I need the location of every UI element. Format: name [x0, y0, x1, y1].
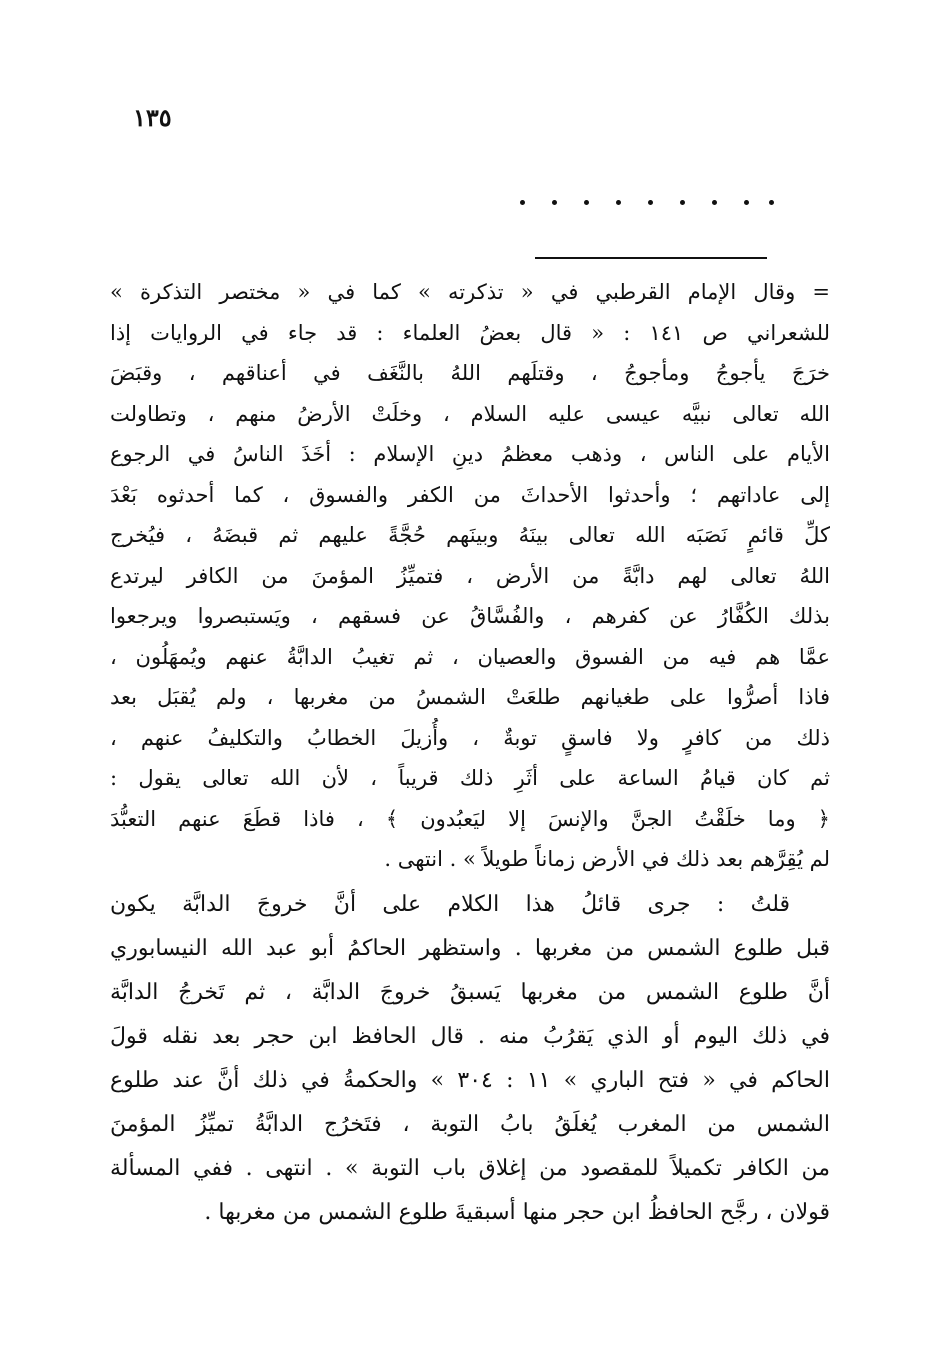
body-line: الشمس من المغرب يُغلَقُ بابُ التوبة ، فتَخرُج الدابَّةُ تميِّزُ المؤمنَ: [110, 1112, 830, 1137]
footnote-line: لم يُقِرَّهم بعد ذلك في الأرض زماناً طويلاً » . انتهى .: [384, 847, 830, 871]
footnote-line: = وقال الإمام القرطبي في « تذكرته » كما في « مختصر التذكرة »: [110, 280, 830, 304]
footnote-line: الله تعالى نبيَّه عيسى عليه السلام ، وخلَتْ الأرضُ منهم ، وتطاولت: [110, 401, 830, 426]
body-line: قبل طلوع الشمس من مغربها . واستظهر الحاكمُ أبو عبد الله النيسابوري: [110, 936, 830, 961]
ellipsis-dots: [505, 190, 775, 210]
body-paragraph: [110, 883, 830, 1235]
body-line: في ذلك اليوم أو الذي يَقرُبُ منه . قال الحافظ ابن حجر بعد نقله قولَ: [110, 1024, 830, 1049]
page-number: ١٣٥: [133, 103, 172, 132]
footnote-line: ثم كان قيامُ الساعة على أثَرِ ذلك قريباً ، لأن الله تعالى يقول :: [110, 766, 830, 790]
ellipsis-dot: [744, 200, 749, 205]
ellipsis-dot: [584, 200, 589, 205]
ellipsis-dot: [616, 200, 621, 205]
ellipsis-dot: [680, 200, 685, 205]
footnote-line: ﴿ وما خلَقْتُ الجنَّ والإنسَ إلا ليَعبُدون ﴾ ، فاذا قطَعَ عنهم التعبُّدَ: [110, 806, 830, 831]
footnote-text: [110, 272, 830, 880]
footnote-line: الأيام على الناس ، وذهب معظمُ دينِ الإسلام : أخَذَ الناسُ في الرجوع: [110, 442, 830, 466]
footnote-separator-rule: [535, 257, 767, 259]
ellipsis-dot: [648, 200, 653, 205]
ellipsis-text: [505, 190, 775, 210]
body-line: أنَّ طلوع الشمس من مغربها يَسبقُ خروجَ الدابَّة ، ثم تَخرجُ الدابَّة: [110, 980, 830, 1005]
footnote-line: للشعراني ص ١٤١ : « قال بعضُ العلماء : قد جاء في الروايات إذا: [110, 320, 830, 345]
footnote-line: كلِّ قائمٍ نَصَبَه الله تعالى بينَهُ وبينَهم حُجَّةً عليهم ثم قبضَهُ ، فيُخرج: [110, 523, 830, 547]
body-line: الحاكم في « فتح الباري » ١١ : ٣٠٤ » والحكمةُ في ذلك أنَّ عند طلوع: [110, 1068, 830, 1093]
footnote-line: خرَجَ يأجوجُ ومأجوجُ ، وقتلَهم اللهُ بالنَّغَف في أعناقهم ، وقبَضَ: [110, 361, 830, 385]
ellipsis-dot: [552, 200, 557, 205]
footnote-line: عمَّا هم فيه من الفسوق والعصيان ، ثم تغيبُ الدابَّةُ عنهم ويُمهَلُون ،: [110, 644, 830, 669]
footnote-line: بذلك الكُفَّارُ عن كفرهم ، والفُسَّاقُ عن فسقهم ، ويَستبصروا ويرجعوا: [110, 604, 830, 628]
body-line: قلتُ : جرى قائلُ هذا الكلام على أنَّ خروجَ الدابَّة يكون: [110, 892, 790, 917]
footnote-line: إلى عاداتهم ؛ وأحدثوا الأحداثَ من الكفر والفسوق ، كما أحدثوه بَعْدَ: [110, 482, 830, 507]
ellipsis-dot: [769, 200, 774, 205]
ellipsis-dot: [520, 200, 525, 205]
body-line: قولان ، رجَّح الحافظُ ابن حجر منها أسبقيةَ طلوع الشمس من مغربها .: [204, 1200, 830, 1225]
footnote-line: ذلك من كافرٍ ولا فاسقٍ توبةٌ ، وأُزيلَ الخطابُ والتكليفُ عنهم ،: [110, 725, 830, 750]
ellipsis-dot: [712, 200, 717, 205]
footnote-line: اللهُ تعالى لهم دابَّةً من الأرض ، فتميِّزُ المؤمنَ من الكافر ليرتدع: [110, 563, 830, 588]
footnote-line: فاذا أصرُّوا على طغيانهم طلعَتْ الشمسُ من مغربها ، ولم يُقبَل بعد: [110, 685, 830, 709]
body-line: من الكافر تكميلاً للمقصود من إغلاق باب التوبة » . انتهى . ففي المسألة: [110, 1156, 830, 1181]
